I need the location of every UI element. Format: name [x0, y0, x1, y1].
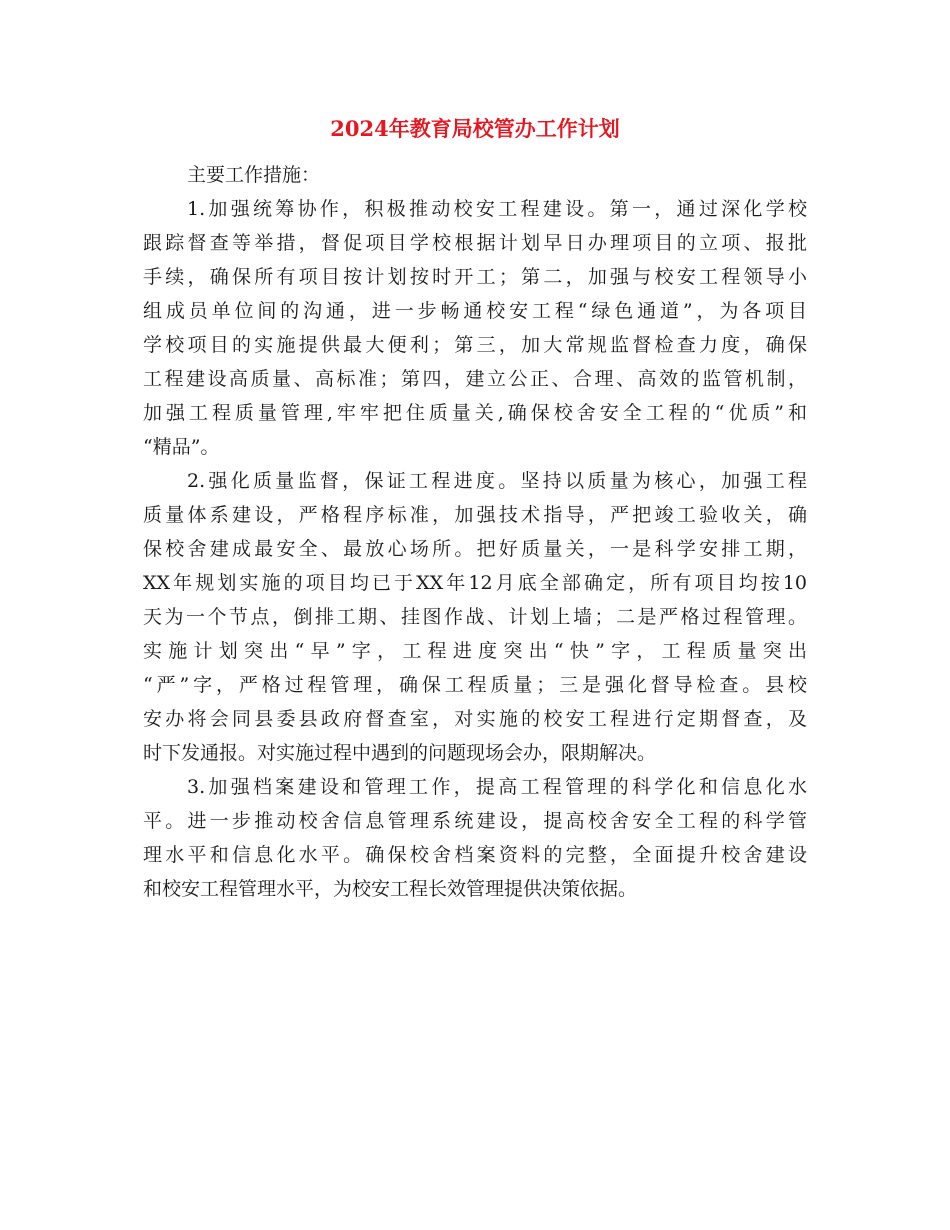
- body-line: 学校项目的实施提供最大便利；第三，加大常规监督检查力度，确保: [143, 334, 807, 356]
- document-body: [143, 158, 807, 906]
- body-line: 天为一个节点，倒排工期、挂图作战、计划上墙；二是严格过程管理。: [143, 606, 807, 628]
- body-line: “精品”。: [143, 436, 220, 458]
- body-line: 安办将会同县委县政府督查室，对实施的校安工程进行定期督查，及: [143, 708, 807, 730]
- document-title: 2024年教育局校管办工作计划: [330, 116, 620, 141]
- body-line: 加强工程质量管理,牢牢把住质量关,确保校舍安全工程的“优质”和: [143, 402, 807, 424]
- body-line: 理水平和信息化水平。确保校舍档案资料的完整，全面提升校舍建设: [143, 844, 807, 866]
- body-line: 2.强化质量监督，保证工程进度。坚持以质量为核心，加强工程: [187, 470, 807, 492]
- body-line: 工程建设高质量、高标准；第四，建立公正、合理、高效的监管机制，: [143, 368, 807, 390]
- body-line: 组成员单位间的沟通，进一步畅通校安工程“绿色通道”，为各项目: [143, 300, 807, 322]
- body-line: 3.加强档案建设和管理工作，提高工程管理的科学化和信息化水: [187, 776, 807, 798]
- body-line: 1.加强统筹协作，积极推动校安工程建设。第一，通过深化学校: [187, 198, 807, 220]
- body-line: 和校安工程管理水平，为校安工程长效管理提供决策依据。: [143, 878, 638, 900]
- body-line: 主要工作措施：: [187, 164, 321, 186]
- body-line: 手续，确保所有项目按计划按时开工；第二，加强与校安工程领导小: [143, 266, 807, 288]
- body-line: 平。进一步推动校舍信息管理系统建设，提高校舍安全工程的科学管: [143, 810, 807, 832]
- body-line: 跟踪督查等举措，督促项目学校根据计划早日办理项目的立项、报批: [143, 232, 807, 254]
- body-line: 保校舍建成最安全、最放心场所。把好质量关，一是科学安排工期，: [143, 538, 807, 560]
- body-line: 实施计划突出“早”字，工程进度突出“快”字，工程质量突出: [143, 640, 807, 662]
- body-line: 时下发通报。对实施过程中遇到的问题现场会办，限期解决。: [143, 742, 657, 764]
- body-line: “严”字，严格过程管理，确保工程质量；三是强化督导检查。县校: [143, 674, 807, 696]
- body-line: XX年规划实施的项目均已于XX年12月底全部确定，所有项目均按10: [143, 572, 807, 594]
- body-line: 质量体系建设，严格程序标准，加强技术指导，严把竣工验收关，确: [143, 504, 807, 526]
